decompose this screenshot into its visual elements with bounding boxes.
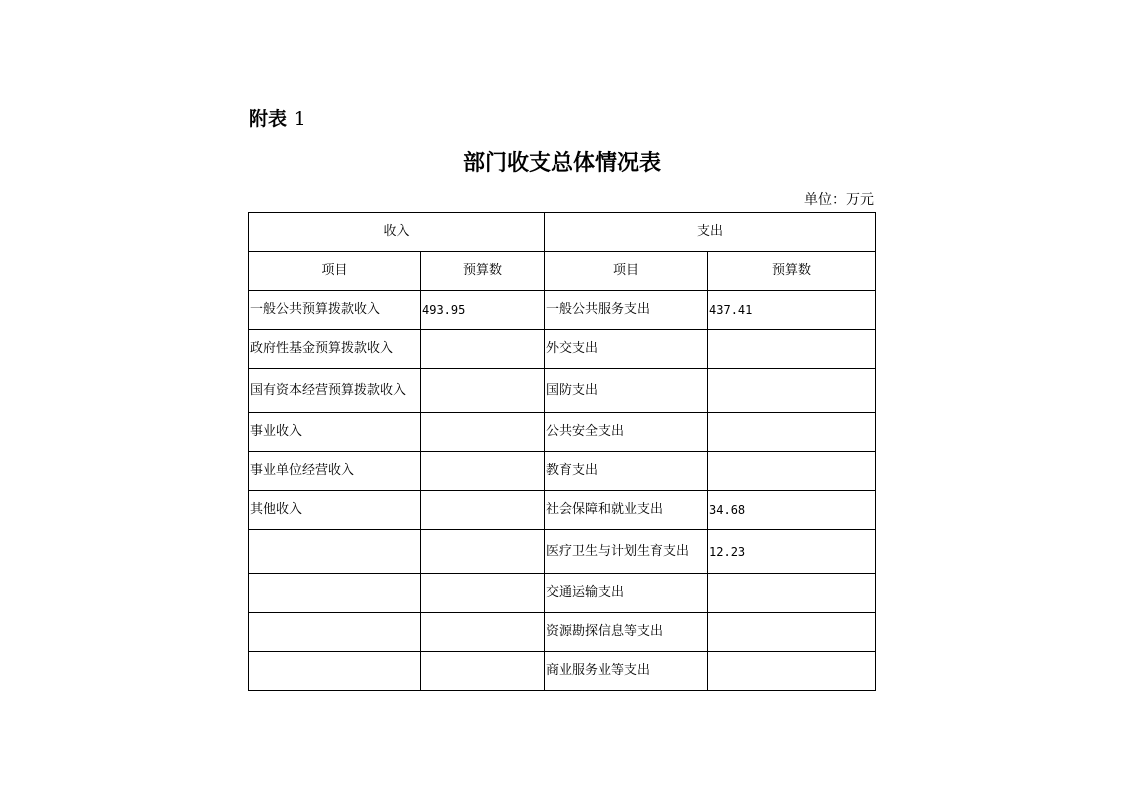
expense-value — [708, 652, 876, 691]
income-item: 事业单位经营收入 — [249, 452, 421, 491]
table-row — [249, 413, 876, 452]
expense-value — [708, 413, 876, 452]
income-item: 一般公共预算拨款收入 — [249, 291, 421, 330]
expense-item: 商业服务业等支出 — [545, 652, 708, 691]
expense-item: 交通运输支出 — [545, 574, 708, 613]
appendix-number: 1 — [293, 108, 306, 130]
expense-item: 教育支出 — [545, 452, 708, 491]
income-item: 事业收入 — [249, 413, 421, 452]
income-value — [421, 530, 545, 574]
income-item: 国有资本经营预算拨款收入 — [249, 369, 421, 413]
table-subheader-row — [249, 252, 876, 291]
income-budget-header: 预算数 — [421, 252, 545, 291]
expense-value — [708, 452, 876, 491]
income-value — [421, 369, 545, 413]
page-title: 部门收支总体情况表 — [462, 151, 661, 176]
table-header-row — [249, 213, 876, 252]
table-row — [249, 491, 876, 530]
unit-label: 单位：万元 — [804, 192, 874, 208]
income-header: 收入 — [249, 213, 545, 252]
expense-header: 支出 — [545, 213, 876, 252]
expense-item-header: 项目 — [545, 252, 708, 291]
budget-table — [248, 212, 876, 691]
table-row — [249, 291, 876, 330]
table-row — [249, 369, 876, 413]
expense-value: 437.41 — [708, 291, 876, 330]
table-row — [249, 452, 876, 491]
income-value — [421, 452, 545, 491]
income-value — [421, 574, 545, 613]
expense-item: 外交支出 — [545, 330, 708, 369]
expense-value: 34.68 — [708, 491, 876, 530]
income-item-header: 项目 — [249, 252, 421, 291]
appendix-label — [249, 104, 306, 131]
income-item: 其他收入 — [249, 491, 421, 530]
income-item: 政府性基金预算拨款收入 — [249, 330, 421, 369]
expense-item: 社会保障和就业支出 — [545, 491, 708, 530]
expense-value — [708, 613, 876, 652]
expense-value: 12.23 — [708, 530, 876, 574]
income-value — [421, 491, 545, 530]
expense-item: 一般公共服务支出 — [545, 291, 708, 330]
table-row — [249, 613, 876, 652]
income-value — [421, 413, 545, 452]
income-item — [249, 613, 421, 652]
expense-value — [708, 574, 876, 613]
table-row — [249, 530, 876, 574]
expense-item: 资源勘探信息等支出 — [545, 613, 708, 652]
expense-item: 公共安全支出 — [545, 413, 708, 452]
expense-budget-header: 预算数 — [708, 252, 876, 291]
table-row — [249, 330, 876, 369]
table-row — [249, 574, 876, 613]
income-value — [421, 613, 545, 652]
expense-value — [708, 369, 876, 413]
expense-item: 医疗卫生与计划生育支出 — [545, 530, 708, 574]
income-item — [249, 574, 421, 613]
income-value — [421, 652, 545, 691]
appendix-text: 附表 — [249, 108, 288, 130]
income-value: 493.95 — [421, 291, 545, 330]
income-value — [421, 330, 545, 369]
income-item — [249, 530, 421, 574]
expense-item: 国防支出 — [545, 369, 708, 413]
table-row — [249, 652, 876, 691]
income-item — [249, 652, 421, 691]
expense-value — [708, 330, 876, 369]
